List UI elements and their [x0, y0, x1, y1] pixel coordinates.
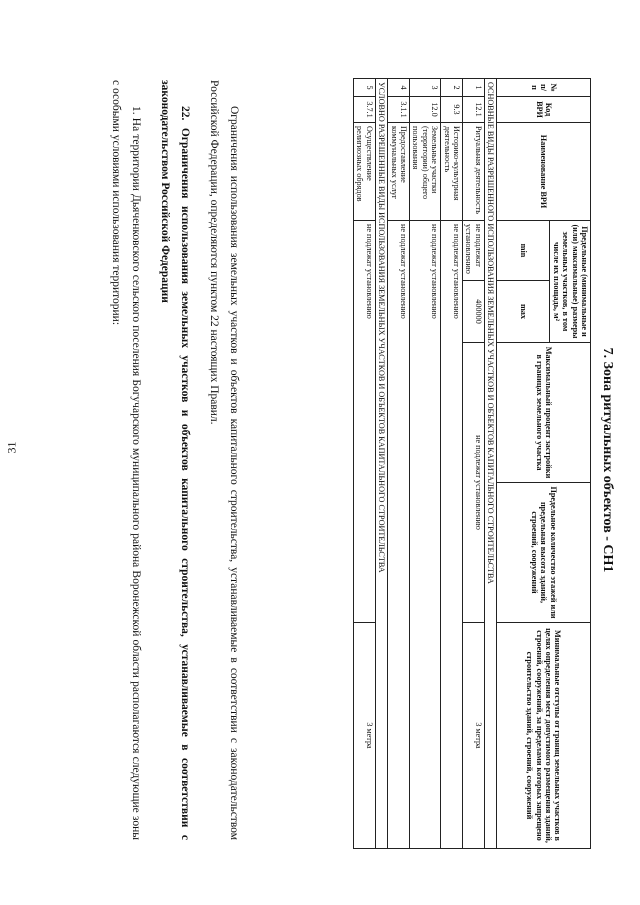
cell-num: 2	[441, 79, 463, 97]
section-label-main: ОСНОВНЫЕ ВИДЫ РАЗРЕШЕННОГО ИСПОЛЬЗОВАНИЯ ЗЕМЕЛЬНЫХ УЧАСТКОВ И ОБЪЕКТОВ КАПИТАЛЬНОГО СТРОИТЕЛЬСТВА	[484, 79, 496, 849]
header-code: Код ВРИ	[497, 97, 591, 123]
header-setbacks: Минимальные отступы от границ земельных участков в целях определения мест допустимого размещения зданий, строений, сооружений, за пределами которых запрещено строительство зданий, строений, сооружений	[497, 623, 591, 849]
cell-max: 400000	[463, 281, 485, 343]
header-percent: Максимальный процент застройки в границах земельного участка	[497, 343, 591, 483]
header-area: Предельные (минимальные и (или) максимальные) размеры земельных участков, в том числе их площадь, м²	[550, 221, 591, 343]
cell-code: 12.0	[409, 97, 440, 123]
header-floors: Предельное количество этажей или предельная высота зданий, строений, сооружений	[497, 483, 591, 623]
cell-name: Ритуальная деятельность	[463, 123, 485, 221]
section-row-conditional	[375, 79, 387, 849]
table-row	[388, 79, 410, 849]
cell-code: 12.1	[463, 97, 485, 123]
header-max: max	[497, 281, 550, 343]
header-name: Наименование ВРИ	[497, 123, 591, 221]
paragraph: 1. На территории Дьяченковского сельского поселения Богучарского муниципального района Воронежской области располагаются следующие зоны с особыми условиями использования территории:	[110, 80, 142, 840]
table-header-row	[550, 79, 591, 849]
cell-setback: 3 метра	[353, 623, 375, 849]
table-row	[441, 79, 463, 849]
body-text	[96, 80, 243, 840]
zone-regulations-table	[353, 78, 591, 849]
cell-merged-value: не подлежат установлению	[353, 221, 375, 623]
section-title: 7. Зона ритуальных объектов - СН1	[600, 347, 615, 573]
table-row	[353, 79, 375, 849]
cell-name: Земельные участки (территории) общего пользования	[409, 123, 440, 221]
cell-percent-floors: не подлежат установлению	[463, 343, 485, 623]
cell-code: 3.7.1	[353, 97, 375, 123]
header-min: min	[497, 221, 550, 281]
section-label-conditional: УСЛОВНО РАЗРЕШЕННЫЕ ВИДЫ ИСПОЛЬЗОВАНИЯ ЗЕМЕЛЬНЫХ УЧАСТКОВ И ОБЪЕКТОВ КАПИТАЛЬНОГО СТРОИТЕЛЬСТВА	[375, 79, 387, 849]
cell-name: Предоставление коммунальных услуг	[388, 123, 410, 221]
cell-merged-value: не подлежат установлению	[409, 221, 440, 849]
section-heading: 22. Ограничения использования земельных участков и объектов капитального строительства, устанавливаемые в соответствии с законодательством Российской Федерации	[159, 80, 191, 840]
cell-code: 9.3	[441, 97, 463, 123]
table-row	[409, 79, 440, 849]
cell-num: 1	[463, 79, 485, 97]
cell-num: 4	[388, 79, 410, 97]
landscape-page	[75, 50, 615, 870]
cell-name: Осуществление религиозных обрядов	[353, 123, 375, 221]
cell-merged-value: не подлежат установлению	[441, 221, 463, 849]
cell-name: Историко-культурная деятельность	[441, 123, 463, 221]
table-row	[463, 79, 485, 849]
cell-merged-value: не подлежат установлению	[388, 221, 410, 849]
paragraph: Ограничения использования земельных участков и объектов капитального строительства, устанавливаемые в соответствии с законодательством Российской Федерации, определяются пунктом 22 настоящих Правил.	[208, 80, 240, 840]
cell-min: не подлежат установлению	[463, 221, 485, 281]
cell-num: 5	[353, 79, 375, 97]
cell-num: 3	[409, 79, 440, 97]
page-number: 31	[4, 441, 19, 454]
header-num: № п/п	[497, 79, 591, 97]
cell-setback: 3 метра	[463, 623, 485, 849]
cell-code: 3.1.1	[388, 97, 410, 123]
section-row-main	[484, 79, 496, 849]
